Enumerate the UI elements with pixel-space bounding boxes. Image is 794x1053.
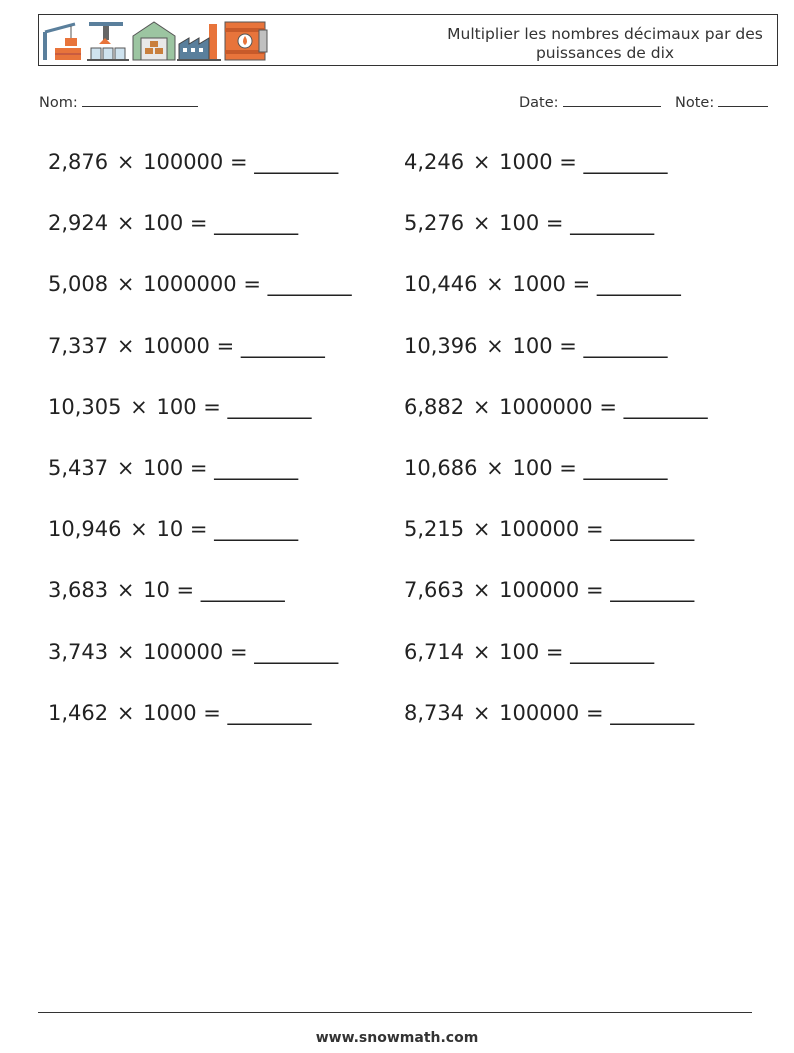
problem-item (404, 640, 654, 664)
footer-site: www.snowmath.com (315, 1030, 479, 1046)
problem-item (48, 640, 338, 664)
times-symbol: × (116, 211, 135, 236)
problem-item (48, 150, 338, 174)
answer-blank[interactable]: = ________ (545, 211, 655, 236)
answer-blank[interactable]: = ________ (189, 517, 299, 542)
operand-power-of-ten: 100000 (499, 700, 580, 725)
date-label: Date: (519, 95, 559, 111)
operand-decimal: 2,876 (48, 150, 109, 174)
times-symbol: × (116, 639, 135, 664)
times-symbol: × (472, 700, 491, 725)
operand-power-of-ten: 10000 (143, 333, 210, 358)
footer-divider (38, 1012, 752, 1013)
operand-decimal: 7,337 (48, 333, 109, 358)
times-symbol: × (116, 578, 135, 603)
oil-barrel-icon (225, 22, 267, 60)
times-symbol: × (116, 700, 135, 725)
answer-blank[interactable]: = ________ (176, 578, 285, 603)
times-symbol: × (472, 211, 491, 236)
header-box (38, 14, 778, 66)
times-symbol: × (486, 272, 504, 297)
problem-item (404, 517, 694, 541)
times-symbol: × (486, 456, 504, 480)
problem-item (404, 272, 681, 296)
worksheet-title (415, 25, 794, 63)
operand-decimal: 10,396 (404, 333, 478, 358)
operand-power-of-ten: 1000000 (143, 272, 237, 297)
operand-decimal: 7,663 (404, 578, 465, 603)
answer-blank[interactable]: = ________ (203, 394, 312, 419)
operand-decimal: 6,714 (404, 639, 465, 664)
times-symbol: × (130, 517, 148, 542)
answer-blank[interactable]: = ________ (559, 456, 668, 480)
problem-item (404, 150, 668, 174)
operand-power-of-ten: 100000 (143, 639, 224, 664)
answer-blank[interactable]: = ________ (203, 700, 312, 725)
answer-blank[interactable]: = ________ (572, 272, 681, 297)
operand-power-of-ten: 100 (143, 456, 184, 480)
operand-power-of-ten: 100 (512, 333, 553, 358)
operand-decimal: 3,683 (48, 578, 109, 603)
operand-decimal: 5,437 (48, 456, 109, 480)
answer-blank[interactable]: = ________ (585, 517, 695, 542)
times-symbol: × (472, 578, 491, 603)
operand-decimal: 5,215 (404, 517, 465, 542)
answer-blank[interactable]: = ________ (229, 150, 339, 174)
answer-blank[interactable]: = ________ (585, 578, 695, 603)
operand-decimal: 8,734 (404, 700, 465, 725)
times-symbol: × (472, 517, 491, 542)
note-line[interactable] (718, 94, 768, 107)
problem-item (404, 701, 694, 725)
problem-item (48, 578, 285, 602)
operand-decimal: 10,446 (404, 272, 478, 297)
date-field[interactable] (519, 94, 661, 111)
answer-blank[interactable]: = ________ (585, 700, 695, 725)
operand-power-of-ten: 1000 (143, 700, 197, 725)
title-line-1: Multiplier les nombres décimaux par des (447, 25, 763, 43)
answer-blank[interactable]: = ________ (599, 394, 708, 419)
name-label: Nom: (39, 95, 78, 111)
name-field[interactable] (39, 94, 198, 111)
title-line-2: puissances de dix (535, 44, 675, 62)
problem-item (404, 395, 708, 419)
operand-power-of-ten: 100000 (499, 517, 580, 542)
times-symbol: × (116, 272, 135, 297)
problem-item (404, 456, 668, 480)
times-symbol: × (486, 333, 504, 358)
answer-blank[interactable]: = ________ (559, 150, 668, 174)
answer-blank[interactable]: = ________ (545, 639, 655, 664)
operand-decimal: 5,276 (404, 211, 465, 236)
problem-item (404, 334, 668, 358)
operand-decimal: 2,924 (48, 211, 109, 236)
times-symbol: × (472, 150, 491, 174)
problem-item (404, 578, 694, 602)
operand-power-of-ten: 1000 (512, 272, 566, 297)
operand-power-of-ten: 1000 (499, 150, 553, 174)
operand-power-of-ten: 100000 (499, 578, 580, 603)
operand-decimal: 10,686 (404, 456, 478, 480)
operand-decimal: 10,946 (48, 517, 122, 542)
problem-item (48, 517, 298, 541)
operand-power-of-ten: 100 (499, 211, 540, 236)
operand-power-of-ten: 100000 (143, 150, 224, 174)
operand-power-of-ten: 100 (512, 456, 553, 480)
operand-decimal: 3,743 (48, 639, 109, 664)
operand-decimal: 5,008 (48, 272, 109, 297)
name-line[interactable] (82, 94, 198, 107)
warehouse-icon (133, 22, 175, 60)
problem-item (48, 334, 325, 358)
problem-item (48, 272, 352, 296)
answer-blank[interactable]: = ________ (216, 333, 325, 358)
factory-machine-icon (87, 22, 129, 60)
header-icons (41, 18, 269, 62)
note-label: Note: (675, 95, 715, 111)
answer-blank[interactable]: = ________ (243, 272, 352, 297)
problem-item (48, 456, 298, 480)
problem-item (48, 395, 312, 419)
operand-power-of-ten: 10 (143, 578, 170, 603)
problem-item (48, 211, 298, 235)
crane-construction-icon (43, 24, 81, 60)
operand-decimal: 4,246 (404, 150, 465, 174)
answer-blank[interactable]: = ________ (189, 211, 299, 236)
times-symbol: × (116, 150, 135, 174)
note-field[interactable] (675, 94, 768, 111)
operand-power-of-ten: 10 (156, 517, 184, 542)
operand-power-of-ten: 100 (143, 211, 184, 236)
answer-blank[interactable]: = ________ (559, 333, 668, 358)
problem-item (404, 211, 654, 235)
times-symbol: × (116, 456, 135, 480)
factory-icon (177, 24, 221, 60)
times-symbol: × (130, 394, 148, 419)
operand-power-of-ten: 100 (156, 394, 197, 419)
times-symbol: × (472, 394, 491, 419)
operand-decimal: 6,882 (404, 394, 465, 419)
operand-power-of-ten: 1000000 (499, 394, 593, 419)
problem-item (48, 701, 312, 725)
answer-blank[interactable]: = ________ (189, 456, 299, 480)
operand-decimal: 10,305 (48, 394, 122, 419)
answer-blank[interactable]: = ________ (229, 639, 339, 664)
times-symbol: × (472, 639, 491, 664)
times-symbol: × (116, 333, 135, 358)
operand-power-of-ten: 100 (499, 639, 540, 664)
date-line[interactable] (563, 94, 661, 107)
operand-decimal: 1,462 (48, 700, 109, 725)
